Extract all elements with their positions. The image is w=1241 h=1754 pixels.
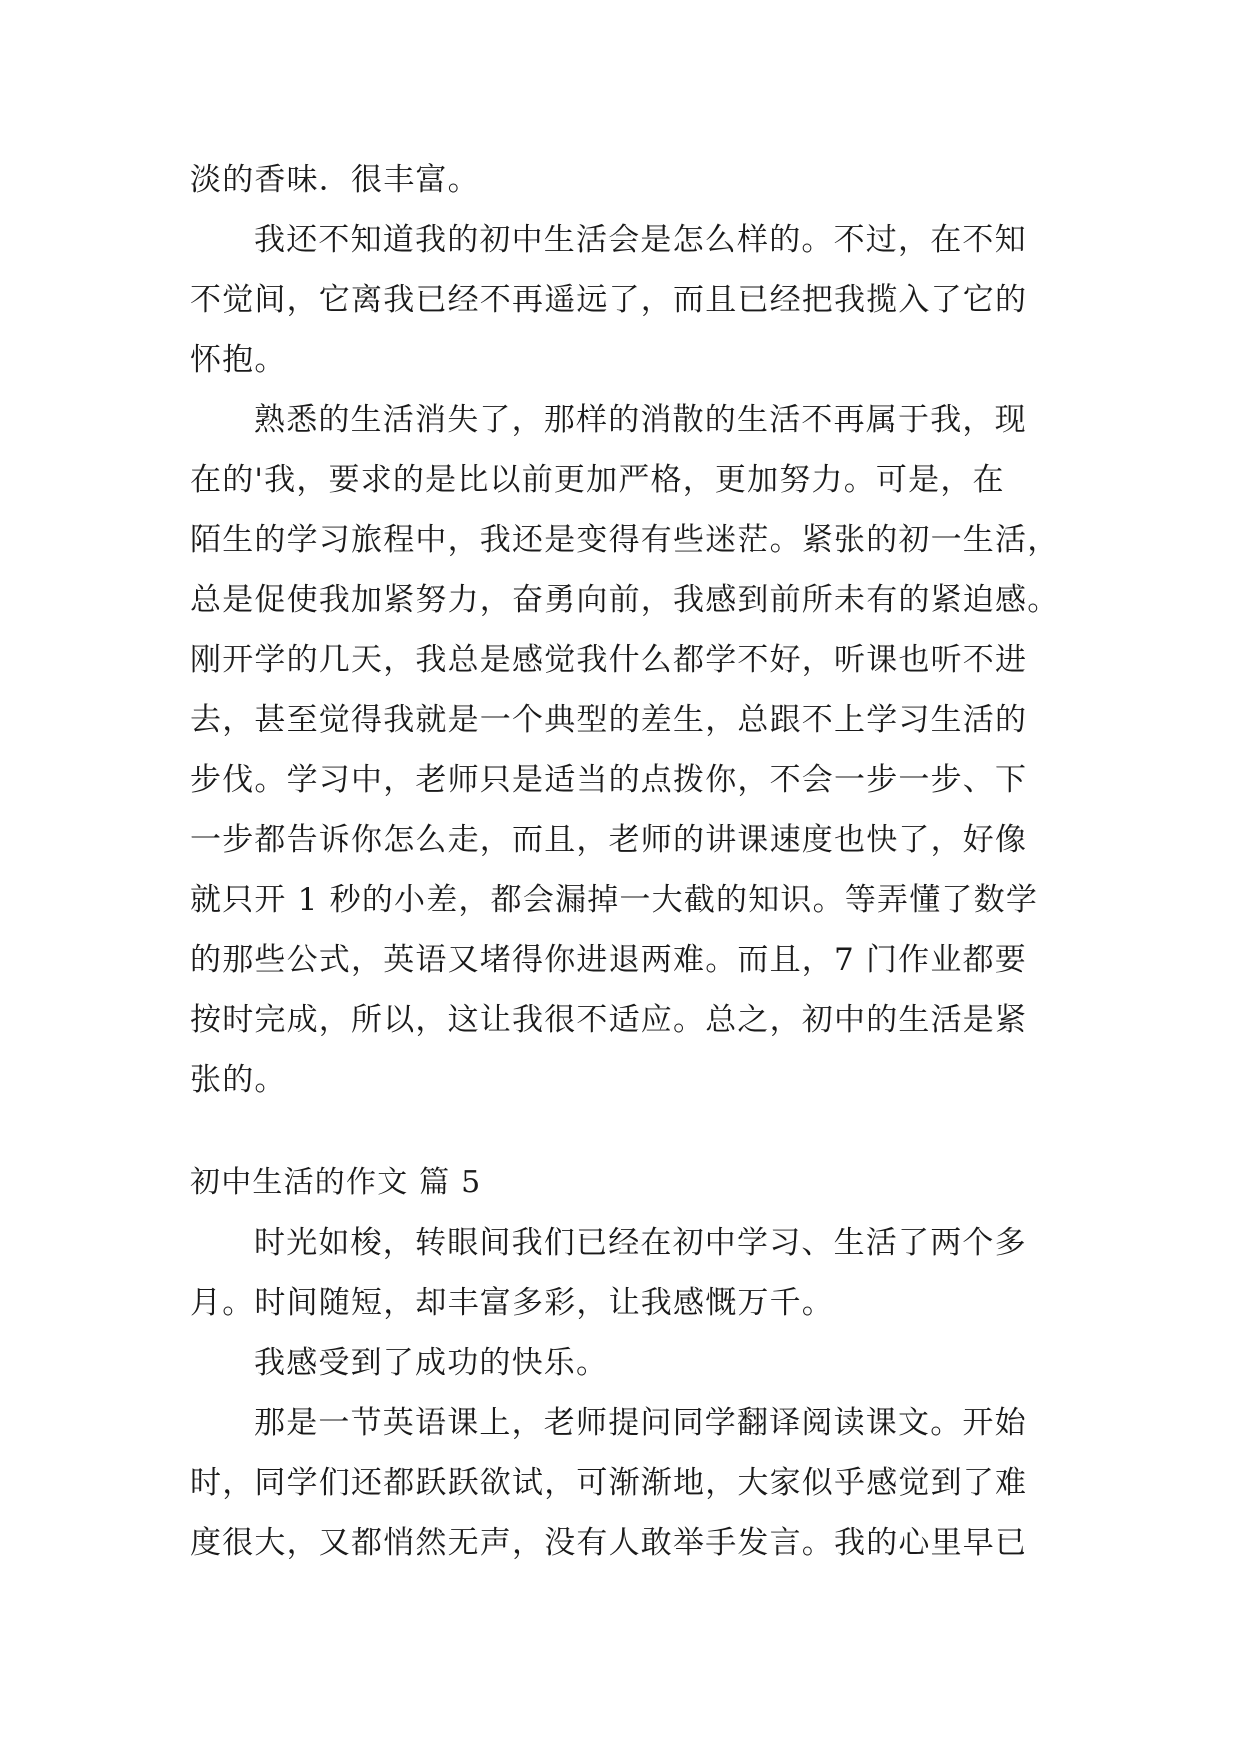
text-line: 在的'我，要求的是比以前更加严格，更加努力。可是，在 [190,462,1005,498]
text-line: 一步都告诉你怎么走，而且，老师的讲课速度也快了，好像 [190,822,1028,858]
paragraph-start-line: 那是一节英语课上，老师提问同学翻译阅读课文。开始 [254,1405,1027,1441]
essay-section-previous [190,150,1060,1110]
paragraph-start-line: 我感受到了成功的快乐。 [254,1345,609,1381]
section-heading [190,1153,1050,1213]
text-line: 陌生的学习旅程中，我还是变得有些迷茫。紧张的初一生活， [190,522,1060,558]
text-line: 月。时间随短，却丰富多彩，让我感慨万千。 [190,1285,834,1321]
essay-section-5 [190,1213,1050,1573]
text-line: 时，同学们还都跃跃欲试，可渐渐地，大家似乎感觉到了难 [190,1465,1028,1501]
text-line: 总是促使我加紧努力，奋勇向前，我感到前所未有的紧迫感。 [190,582,1060,618]
paragraph-start-line: 时光如梭，转眼间我们已经在初中学习、生活了两个多 [254,1225,1027,1261]
text-line: 就只开 1 秒的小差，都会漏掉一大截的知识。等弄懂了数学 [190,882,1039,918]
text-line: 按时完成，所以，这让我很不适应。总之，初中的生活是紧 [190,1002,1028,1038]
text-line: 刚开学的几天，我总是感觉我什么都学不好，听课也听不进 [190,642,1028,678]
text-line: 怀抱。 [190,342,287,378]
text-line: 淡的香味．很丰富。 [190,162,480,198]
paragraph-start-line: 熟悉的生活消失了，那样的消散的生活不再属于我，现 [254,402,1027,438]
text-line: 去，甚至觉得我就是一个典型的差生，总跟不上学习生活的 [190,702,1028,738]
paragraph-start-line: 我还不知道我的初中生活会是怎么样的。不过，在不知 [254,222,1027,258]
text-line: 不觉间，它离我已经不再遥远了，而且已经把我揽入了它的 [190,282,1028,318]
section-title: 初中生活的作文 篇 5 [190,1165,482,1200]
text-line: 的那些公式，英语又堵得你进退两难。而且，7 门作业都要 [190,942,1027,978]
text-line: 张的。 [190,1062,287,1098]
text-line: 度很大，又都悄然无声，没有人敢举手发言。我的心里早已 [190,1525,1028,1561]
text-line: 步伐。学习中，老师只是适当的点拨你，不会一步一步、下 [190,762,1028,798]
